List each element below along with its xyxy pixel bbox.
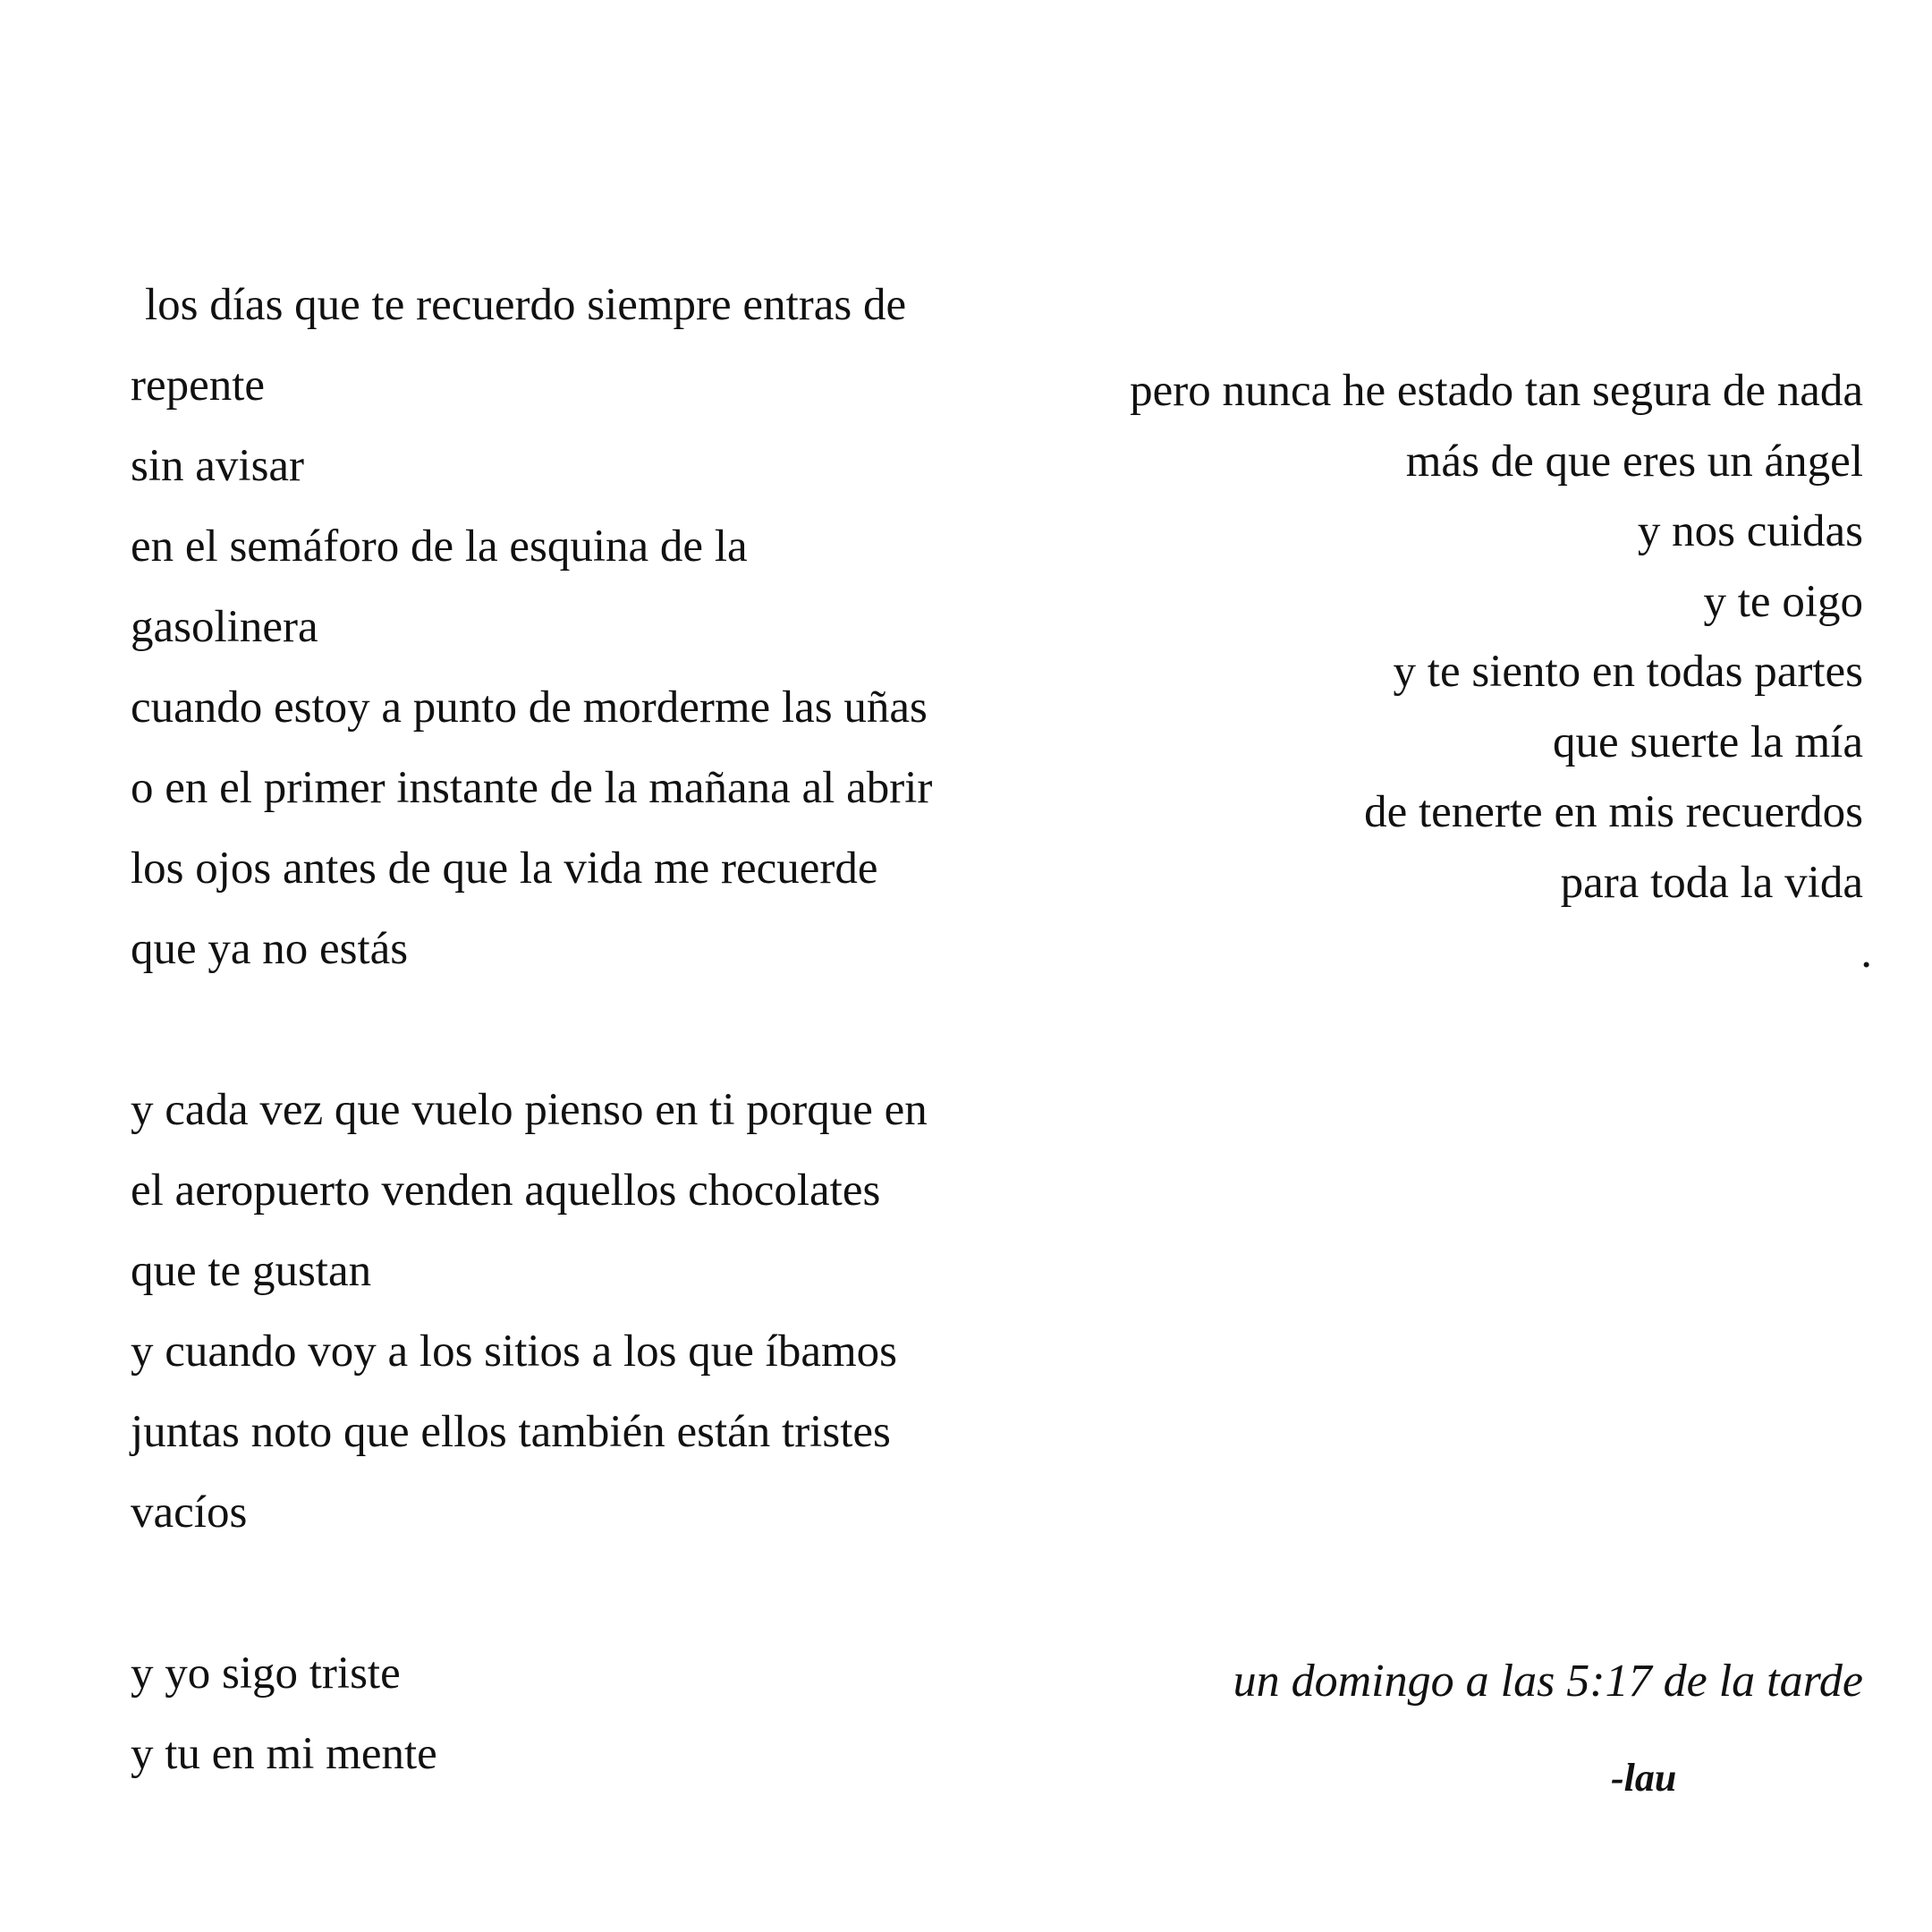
poem-line: y te oigo (1703, 576, 1863, 627)
poem-line: los ojos antes de que la vida me recuerde (131, 843, 878, 894)
poem-line: sin avisar (131, 441, 305, 491)
poem-line: que ya no estás (131, 924, 409, 974)
poem-line: o en el primer instante de la mañana al abrir (131, 763, 933, 813)
stanza-break (131, 1553, 1034, 1633)
poem-line: y cada vez que vuelo pienso en ti porque en (131, 1085, 928, 1135)
poem-line: para toda la vida (1560, 857, 1863, 908)
poem-line: pero nunca he estado tan segura de nada (1130, 366, 1863, 416)
poem-line: de tenerte en mis recuerdos (1364, 787, 1863, 837)
poem-line: que te gustan (131, 1246, 372, 1296)
poem-line: y nos cuidas (1637, 506, 1863, 556)
poem-line: vacíos (131, 1487, 248, 1538)
poem-right-column (969, 356, 1872, 988)
poem-line: y te siento en todas partes (1393, 647, 1863, 697)
poem-dateline: un domingo a las 5:17 de la tarde (1233, 1656, 1863, 1707)
poem-line: en el semáforo de la esquina de la (131, 521, 748, 572)
poem-line: cuando estoy a punto de morderme las uñas (131, 682, 928, 733)
poem-line: más de que eres un ángel (1405, 436, 1863, 487)
poem-line: juntas noto que ellos también están tristes (131, 1407, 891, 1457)
poem-line: y yo sigo triste (131, 1648, 401, 1699)
closing-period: . (1860, 928, 1872, 978)
poem-line: los días que te recuerdo siempre entras de (145, 280, 907, 330)
author-signature: -lau (1611, 1756, 1677, 1800)
poem-line: y tu en mi mente (131, 1729, 437, 1779)
poem-line: gasolinera (131, 602, 318, 652)
stanza-break (131, 989, 1034, 1070)
poem-line: el aeropuerto venden aquellos chocolates (131, 1165, 881, 1216)
poem-line: repente (131, 360, 266, 411)
poem-left-column (131, 265, 1034, 1794)
poem-line: que suerte la mía (1553, 716, 1863, 767)
poem-line: y cuando voy a los sitios a los que íbamos (131, 1326, 897, 1377)
